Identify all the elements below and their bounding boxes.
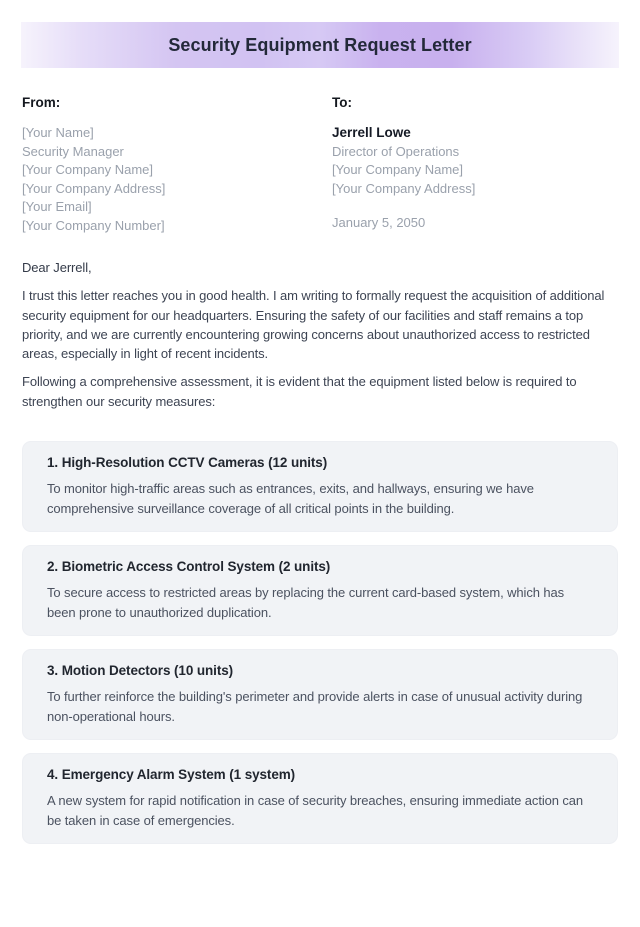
- to-block: [332, 93, 618, 235]
- equipment-item-title: 4. Emergency Alarm System (1 system): [47, 767, 296, 783]
- equipment-item-description: A new system for rapid notification in case of security breaches, ensuring immediate action can be taken in case of emergencies.: [47, 793, 584, 828]
- equipment-item-description: To further reinforce the building's perimeter and provide alerts in case of unusual activity during non-operational hours.: [47, 689, 583, 724]
- body-paragraph-2: Following a comprehensive assessment, it is evident that the equipment listed below is required to strengthen our security measures:: [22, 374, 577, 409]
- from-email-placeholder: [Your Email]: [22, 199, 92, 214]
- recipient-name: Jerrell Lowe: [332, 125, 411, 140]
- from-block: [22, 93, 332, 235]
- from-company-number-placeholder: [Your Company Number]: [22, 217, 165, 233]
- from-role: Security Manager: [22, 143, 124, 159]
- letter-document: [0, 22, 640, 927]
- address-section: [22, 93, 618, 235]
- from-company-name-placeholder: [Your Company Name]: [22, 162, 154, 177]
- body-paragraph-1: I trust this letter reaches you in good health. I am writing to formally request the acquisition of additional security equipment for our headquarters. Ensuring the safety of our facilities and staff remains a top priority, and we are currently encountering growing concerns about unauthorized access to restricted areas, especially in light of recent incidents.: [22, 288, 605, 362]
- recipient-role: Director of Operations: [332, 143, 460, 159]
- equipment-item-description: To monitor high-traffic areas such as entrances, exits, and hallways, ensuring we have comprehensive surveillance coverage of all critical points in the building.: [47, 481, 534, 516]
- letter-title-banner: [21, 22, 619, 68]
- equipment-item-2: [22, 545, 618, 636]
- letter-date: January 5, 2050: [332, 215, 426, 230]
- equipment-item-1: [22, 441, 618, 532]
- to-company-name-placeholder: [Your Company Name]: [332, 162, 464, 177]
- letter-body: [22, 258, 620, 411]
- from-label: From:: [22, 95, 61, 110]
- equipment-item-4: [22, 753, 618, 844]
- equipment-item-description: To secure access to restricted areas by replacing the current card-based system, which has been prone to unauthorized duplication.: [47, 585, 565, 620]
- from-name-placeholder: [Your Name]: [22, 125, 94, 140]
- page-title: Security Equipment Request Letter: [168, 34, 472, 55]
- equipment-item-title: 2. Biometric Access Control System (2 units): [47, 559, 331, 575]
- equipment-item-title: 3. Motion Detectors (10 units): [47, 663, 234, 679]
- equipment-list: [22, 441, 618, 844]
- to-label: To:: [332, 95, 352, 110]
- salutation: Dear Jerrell,: [22, 260, 92, 275]
- equipment-item-3: [22, 649, 618, 740]
- equipment-item-title: 1. High-Resolution CCTV Cameras (12 units): [47, 455, 328, 471]
- from-company-address-placeholder: [Your Company Address]: [22, 180, 166, 196]
- to-company-address-placeholder: [Your Company Address]: [332, 180, 476, 196]
